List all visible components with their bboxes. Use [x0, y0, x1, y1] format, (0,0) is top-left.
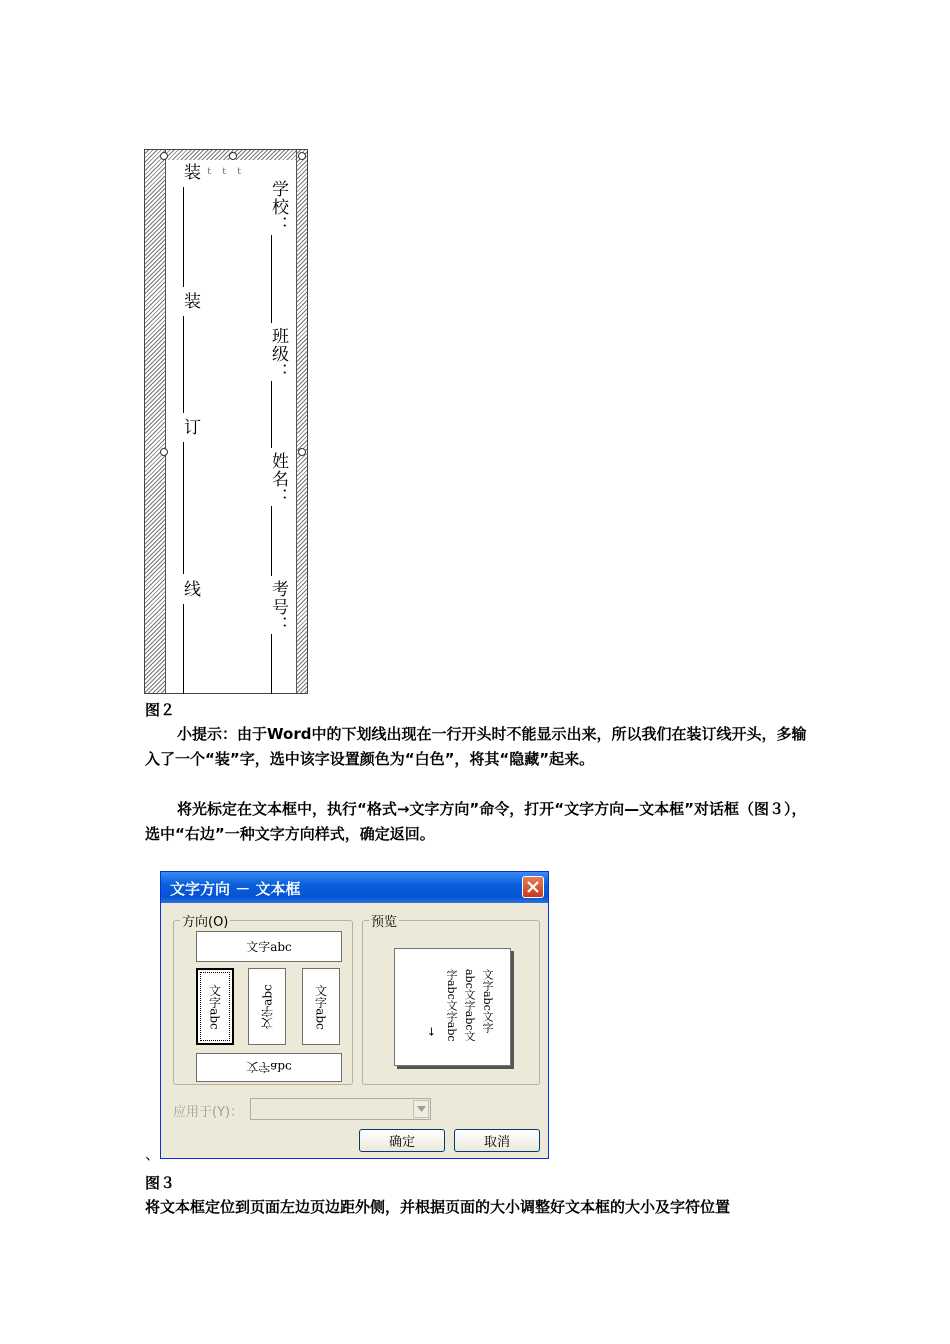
option-horizontal-top[interactable]: [196, 931, 342, 962]
option-label: 文字abc: [260, 983, 275, 1030]
steps-paragraph: 将光标定在文本框中，执行“格式→文字方向”命令，打开“文字方向—文本框”对话框（图３），选中“右边”一种文字方向样式，确定返回。: [145, 800, 807, 843]
last-paragraph: 将文本框定位到页面左边页边距外侧，并根据页面的大小调整好文本框的大小及字符位置: [145, 1198, 731, 1216]
dropdown-arrow[interactable]: [413, 1100, 429, 1118]
binding-char: 装: [180, 292, 200, 310]
orientation-group-label: 方向(O): [180, 911, 230, 930]
ok-button[interactable]: 确定: [359, 1129, 445, 1152]
textbox-left-border: [145, 150, 166, 693]
tip-paragraph: 小提示：由于Word中的下划线出现在一行开头时不能显示出来，所以我们在装订线开头，多输入了一个“装”字，选中该字设置颜色为“白色”，将其“隐藏”起来。: [145, 725, 807, 768]
resize-handle[interactable]: [160, 152, 168, 160]
field-label-school: 学校：: [268, 180, 288, 234]
preview-group-label: 预览: [369, 911, 399, 930]
field-label-name: 姓名：: [268, 452, 288, 506]
field-underline: [271, 235, 272, 323]
ruler-ticks: ｔｔｔ: [205, 167, 251, 177]
figure-caption-3: 图３: [145, 1174, 176, 1192]
preview-line: 字abc文字abc: [445, 969, 458, 1042]
preview-line: 文字abc文字: [481, 969, 494, 1033]
option-horizontal-bottom[interactable]: [196, 1053, 342, 1082]
preview-page: [394, 948, 511, 1066]
resize-handle[interactable]: [160, 448, 168, 456]
resize-handle[interactable]: [298, 152, 306, 160]
stray-mark: 、: [145, 1145, 161, 1163]
field-underline: [271, 506, 272, 576]
option-label: 文字abc: [246, 940, 292, 954]
textbox-right-border: [296, 150, 307, 693]
binding-line: [183, 604, 184, 694]
figure-caption-2: 图２: [145, 701, 176, 719]
option-label: 文字abc: [207, 983, 222, 1030]
field-label-class: 班级：: [268, 327, 288, 381]
binding-line-textbox-figure: [144, 149, 308, 694]
resize-handle[interactable]: [298, 448, 306, 456]
textbox-top-border: [145, 150, 307, 160]
option-label: 文字abc: [313, 983, 328, 1030]
resize-handle[interactable]: [229, 152, 237, 160]
chevron-down-icon: [417, 1106, 426, 1112]
apply-to-label: 应用于(Y)：: [173, 1105, 244, 1120]
option-vertical-right-selected[interactable]: [196, 968, 234, 1045]
binding-char: 线: [180, 580, 200, 598]
apply-to-select[interactable]: [250, 1098, 431, 1120]
binding-line: [183, 442, 184, 574]
dialog-titlebar[interactable]: [161, 872, 548, 903]
binding-line: [183, 316, 184, 413]
binding-char: 装: [180, 163, 200, 181]
option-vertical-left[interactable]: [248, 968, 286, 1045]
cancel-button[interactable]: 取消: [454, 1129, 540, 1152]
dialog-title: 文字方向 － 文本框: [170, 880, 301, 898]
preview-group: [362, 915, 540, 1085]
close-icon: [527, 881, 539, 893]
field-underline: [271, 381, 272, 448]
close-button[interactable]: [522, 876, 544, 898]
text-direction-dialog: [160, 871, 549, 1159]
preview-arrow-icon: →: [425, 1027, 438, 1037]
binding-line: [183, 187, 184, 287]
orientation-group: [173, 915, 353, 1085]
option-vertical-right[interactable]: [302, 968, 340, 1045]
field-underline: [271, 634, 272, 694]
preview-line: abc文字abc文: [463, 969, 476, 1042]
binding-char: 订: [180, 418, 200, 436]
field-label-exam-number: 考号：: [268, 580, 288, 634]
option-label: 文字abc: [246, 1060, 292, 1074]
